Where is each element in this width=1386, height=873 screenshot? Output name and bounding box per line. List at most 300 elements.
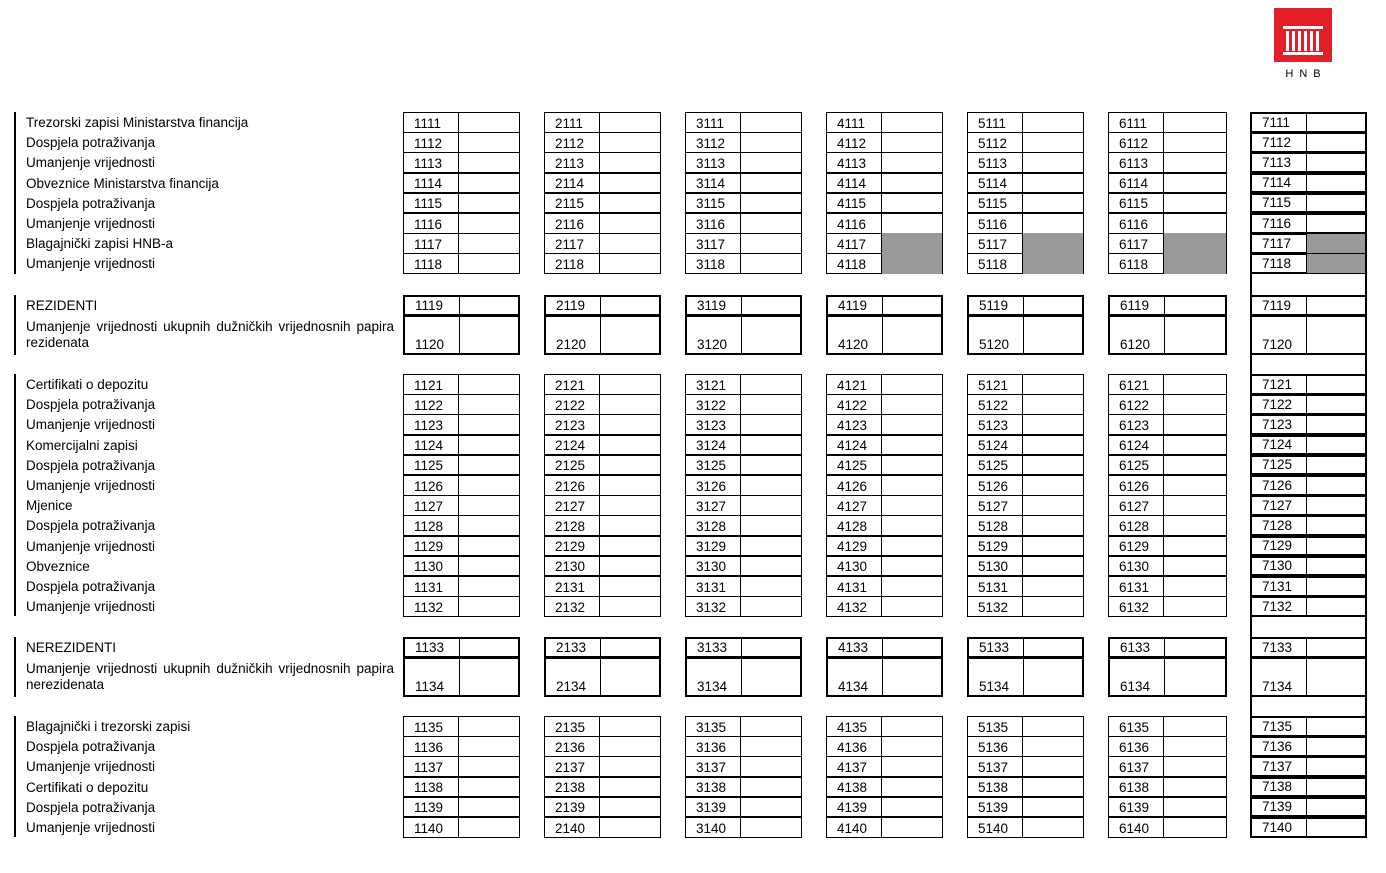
value-input-cell[interactable]	[881, 112, 942, 133]
row-code: 5120	[979, 337, 1010, 353]
value-input-cell[interactable]	[1163, 173, 1226, 194]
value-input-cell[interactable]	[741, 296, 800, 315]
code-cell	[1250, 455, 1367, 476]
value-input-cell[interactable]	[1022, 394, 1083, 415]
value-input-cell[interactable]	[741, 316, 800, 354]
value-input-cell[interactable]	[1163, 736, 1226, 757]
value-input-cell[interactable]	[599, 152, 660, 173]
value-input-cell[interactable]	[1163, 817, 1226, 838]
value-input-cell[interactable]	[881, 515, 942, 536]
row-code: 1123	[414, 418, 444, 434]
value-input-cell[interactable]	[458, 112, 519, 133]
value-input-cell[interactable]	[740, 797, 801, 818]
code-cell	[826, 596, 943, 617]
value-input-cell[interactable]	[599, 495, 660, 516]
value-input-cell[interactable]	[458, 173, 519, 194]
value-input-cell[interactable]	[1163, 716, 1226, 737]
code-cell	[1250, 576, 1367, 597]
value-input-cell[interactable]	[1163, 777, 1226, 798]
value-input-cell[interactable]	[458, 576, 519, 597]
value-input-cell[interactable]	[600, 638, 659, 657]
code-cell	[544, 374, 661, 395]
row-code: 7135	[1262, 718, 1293, 734]
value-input-cell[interactable]	[740, 374, 801, 395]
row-code: 2121	[555, 377, 586, 393]
row-code: 3124	[696, 438, 727, 454]
value-input-cell[interactable]	[740, 576, 801, 597]
value-input-cell[interactable]	[740, 475, 801, 496]
value-input-cell[interactable]	[1022, 556, 1083, 577]
row-code: 4136	[837, 739, 868, 755]
value-input-cell[interactable]	[881, 777, 942, 798]
value-input-cell[interactable]	[1163, 213, 1226, 234]
disabled-value-cell	[881, 253, 942, 274]
row-code: 5132	[978, 599, 1009, 615]
value-input-cell[interactable]	[458, 193, 519, 214]
value-input-cell[interactable]	[1306, 597, 1365, 616]
value-input-cell[interactable]	[1022, 756, 1083, 777]
value-input-cell[interactable]	[458, 132, 519, 153]
value-input-cell[interactable]	[740, 213, 801, 234]
value-input-cell[interactable]	[599, 817, 660, 838]
value-input-cell[interactable]	[1306, 375, 1365, 394]
value-input-cell[interactable]	[1022, 536, 1083, 557]
value-input-cell[interactable]	[458, 152, 519, 173]
value-input-cell[interactable]	[1306, 456, 1365, 475]
value-input-cell[interactable]	[1022, 777, 1083, 798]
value-input-cell[interactable]	[1022, 515, 1083, 536]
code-cell	[1250, 253, 1367, 274]
code-cell	[403, 132, 520, 153]
code-cell	[1108, 213, 1227, 234]
row-code: 2112	[555, 135, 585, 151]
value-input-cell[interactable]	[599, 435, 660, 456]
value-input-cell[interactable]	[458, 213, 519, 234]
row-code: 2137	[555, 760, 586, 776]
value-input-cell[interactable]	[740, 253, 801, 274]
value-input-cell[interactable]	[458, 536, 519, 557]
row-code: 1140	[414, 820, 444, 836]
value-input-cell[interactable]	[741, 638, 800, 657]
value-input-cell[interactable]	[740, 233, 801, 254]
code-cell	[544, 716, 661, 737]
value-input-cell[interactable]	[599, 556, 660, 577]
value-input-cell[interactable]	[1163, 435, 1226, 456]
value-input-cell[interactable]	[1306, 194, 1365, 213]
value-input-cell[interactable]	[881, 152, 942, 173]
value-input-cell[interactable]	[881, 193, 942, 214]
value-input-cell[interactable]	[458, 455, 519, 476]
code-cell	[544, 435, 661, 456]
value-input-cell[interactable]	[881, 556, 942, 577]
value-input-cell[interactable]	[458, 475, 519, 496]
value-input-cell[interactable]	[1163, 596, 1226, 617]
value-input-cell[interactable]	[1023, 658, 1082, 696]
row-code: 1117	[414, 236, 443, 252]
row-code: 7127	[1262, 497, 1293, 513]
value-input-cell[interactable]	[1163, 132, 1226, 153]
code-cell	[403, 435, 520, 456]
value-input-cell[interactable]	[881, 536, 942, 557]
value-input-cell[interactable]	[1164, 296, 1225, 315]
value-input-cell[interactable]	[1306, 174, 1365, 193]
value-input-cell[interactable]	[1022, 817, 1083, 838]
value-input-cell[interactable]	[740, 515, 801, 536]
value-input-cell[interactable]	[599, 173, 660, 194]
value-input-cell[interactable]	[459, 638, 518, 657]
value-input-cell[interactable]	[1163, 475, 1226, 496]
value-input-cell[interactable]	[881, 797, 942, 818]
value-input-cell[interactable]	[881, 394, 942, 415]
value-input-cell[interactable]	[881, 455, 942, 476]
value-input-cell[interactable]	[881, 596, 942, 617]
code-cell	[544, 394, 661, 415]
value-input-cell[interactable]	[740, 394, 801, 415]
code-cell	[967, 435, 1084, 456]
row-code: 5127	[978, 498, 1009, 514]
value-input-cell[interactable]	[740, 414, 801, 435]
value-input-cell[interactable]	[1022, 495, 1083, 516]
value-input-cell[interactable]	[1022, 475, 1083, 496]
row-code: 6120	[1120, 337, 1151, 353]
code-cell	[1250, 173, 1367, 194]
value-input-cell[interactable]	[740, 435, 801, 456]
value-input-cell[interactable]	[599, 716, 660, 737]
value-input-cell[interactable]	[458, 797, 519, 818]
value-input-cell[interactable]	[740, 777, 801, 798]
value-input-cell[interactable]	[1306, 133, 1365, 152]
code-cell	[544, 233, 661, 254]
hnb-logo	[1274, 8, 1332, 80]
value-input-cell[interactable]	[1306, 577, 1365, 596]
row-code: 5122	[978, 397, 1009, 413]
value-input-cell[interactable]	[1022, 596, 1083, 617]
code-cell	[1250, 817, 1367, 838]
value-input-cell[interactable]	[1163, 414, 1226, 435]
value-input-cell[interactable]	[600, 316, 659, 354]
value-input-cell[interactable]	[1306, 658, 1365, 696]
value-input-cell[interactable]	[881, 817, 942, 838]
code-cell	[403, 253, 520, 274]
code-cell	[826, 152, 943, 173]
value-input-cell[interactable]	[1306, 496, 1365, 515]
value-input-cell[interactable]	[458, 394, 519, 415]
value-input-cell[interactable]	[599, 777, 660, 798]
value-input-cell[interactable]	[458, 233, 519, 254]
row-code: 2128	[555, 519, 586, 535]
value-input-cell[interactable]	[1022, 193, 1083, 214]
code-cell	[1250, 315, 1367, 355]
value-input-cell[interactable]	[881, 132, 942, 153]
value-input-cell[interactable]	[458, 515, 519, 536]
value-input-cell[interactable]	[1022, 435, 1083, 456]
value-input-cell[interactable]	[881, 435, 942, 456]
value-input-cell[interactable]	[458, 495, 519, 516]
value-input-cell[interactable]	[882, 658, 941, 696]
value-input-cell[interactable]	[1022, 112, 1083, 133]
value-input-cell[interactable]	[1163, 193, 1226, 214]
value-input-cell[interactable]	[599, 233, 660, 254]
section-left-rule	[14, 295, 16, 355]
value-input-cell[interactable]	[740, 536, 801, 557]
value-input-cell[interactable]	[1306, 516, 1365, 535]
value-input-cell[interactable]	[1306, 395, 1365, 414]
value-input-cell[interactable]	[740, 132, 801, 153]
value-input-cell[interactable]	[740, 716, 801, 737]
row-code: 6122	[1119, 397, 1150, 413]
value-input-cell[interactable]	[458, 435, 519, 456]
row-code: 5124	[978, 438, 1009, 454]
code-cell	[967, 253, 1084, 274]
row-code: 6139	[1119, 800, 1150, 816]
value-input-cell[interactable]	[1023, 296, 1082, 315]
value-input-cell[interactable]	[1163, 394, 1226, 415]
value-input-cell[interactable]	[740, 596, 801, 617]
value-input-cell[interactable]	[458, 374, 519, 395]
code-cell	[685, 777, 802, 798]
value-input-cell[interactable]	[459, 296, 518, 315]
value-input-cell[interactable]	[740, 736, 801, 757]
value-input-cell[interactable]	[1163, 374, 1226, 395]
value-input-cell[interactable]	[1306, 737, 1365, 756]
row-code: 2119	[556, 297, 586, 313]
code-cell	[967, 536, 1084, 557]
value-input-cell[interactable]	[1023, 638, 1082, 657]
value-input-cell[interactable]	[1306, 316, 1365, 354]
value-input-cell[interactable]	[599, 213, 660, 234]
row-code: 7116	[1262, 215, 1292, 231]
value-input-cell[interactable]	[1022, 132, 1083, 153]
row-code: 6123	[1119, 418, 1150, 434]
value-input-cell[interactable]	[1164, 658, 1225, 696]
value-input-cell[interactable]	[1306, 476, 1365, 495]
value-input-cell[interactable]	[1163, 756, 1226, 777]
value-input-cell[interactable]	[599, 596, 660, 617]
row-code: 5139	[978, 800, 1009, 816]
row-code: 1125	[414, 458, 444, 474]
code-cell	[1108, 536, 1227, 557]
row-code: 6114	[1119, 176, 1149, 192]
code-cell	[544, 295, 661, 316]
code-cell	[403, 394, 520, 415]
row-code: 6132	[1119, 599, 1150, 615]
value-input-cell[interactable]	[1306, 717, 1365, 736]
value-input-cell[interactable]	[459, 316, 518, 354]
value-input-cell[interactable]	[1306, 113, 1365, 132]
value-input-cell[interactable]	[1022, 152, 1083, 173]
value-input-cell[interactable]	[740, 455, 801, 476]
row-code: 1127	[414, 498, 444, 514]
value-input-cell[interactable]	[458, 716, 519, 737]
row-code: 4121	[837, 377, 868, 393]
value-input-cell[interactable]	[599, 515, 660, 536]
section-left-rule	[14, 716, 16, 837]
value-input-cell[interactable]	[599, 455, 660, 476]
value-input-cell[interactable]	[458, 817, 519, 838]
value-input-cell[interactable]	[599, 475, 660, 496]
value-input-cell[interactable]	[1164, 638, 1225, 657]
value-input-cell[interactable]	[881, 756, 942, 777]
code-cell	[1250, 112, 1367, 133]
value-input-cell[interactable]	[1306, 415, 1365, 434]
value-input-cell[interactable]	[882, 316, 941, 354]
value-input-cell[interactable]	[882, 296, 941, 315]
row-code: 4126	[837, 478, 868, 494]
code-cell	[967, 315, 1084, 355]
row-code: 6124	[1119, 438, 1150, 454]
row-code: 7132	[1262, 598, 1293, 614]
code-cell	[826, 797, 943, 818]
value-input-cell[interactable]	[458, 756, 519, 777]
value-input-cell[interactable]	[599, 536, 660, 557]
value-input-cell[interactable]	[1306, 798, 1365, 817]
row-code: 3128	[696, 519, 727, 535]
value-input-cell[interactable]	[881, 736, 942, 757]
value-input-cell[interactable]	[1023, 316, 1082, 354]
code-cell	[403, 515, 520, 536]
code-cell	[544, 495, 661, 516]
value-input-cell[interactable]	[1163, 556, 1226, 577]
code-cell	[1108, 657, 1227, 697]
value-input-cell[interactable]	[1163, 152, 1226, 173]
value-input-cell[interactable]	[1022, 576, 1083, 597]
value-input-cell[interactable]	[1022, 797, 1083, 818]
value-input-cell[interactable]	[881, 213, 942, 234]
value-input-cell[interactable]	[599, 112, 660, 133]
code-cell	[544, 193, 661, 214]
row-code: 1132	[414, 599, 444, 615]
row-code: 1134	[415, 679, 445, 695]
value-input-cell[interactable]	[599, 576, 660, 597]
value-input-cell[interactable]	[882, 638, 941, 657]
value-input-cell[interactable]	[599, 414, 660, 435]
value-input-cell[interactable]	[740, 556, 801, 577]
row-code: 2125	[555, 458, 586, 474]
value-input-cell[interactable]	[458, 596, 519, 617]
value-input-cell[interactable]	[1306, 214, 1365, 233]
value-input-cell[interactable]	[740, 112, 801, 133]
value-input-cell[interactable]	[1306, 153, 1365, 172]
code-cell	[685, 817, 802, 838]
row-code: 7136	[1262, 738, 1293, 754]
row-code: 1120	[415, 337, 445, 353]
row-code: 6117	[1119, 236, 1149, 252]
row-code: 3137	[696, 760, 727, 776]
code-cell	[1250, 556, 1367, 577]
value-input-cell[interactable]	[1306, 778, 1365, 797]
value-input-cell[interactable]	[1163, 797, 1226, 818]
value-input-cell[interactable]	[599, 797, 660, 818]
value-input-cell[interactable]	[881, 576, 942, 597]
value-input-cell[interactable]	[1306, 436, 1365, 455]
value-input-cell[interactable]	[740, 193, 801, 214]
value-input-cell[interactable]	[881, 374, 942, 395]
value-input-cell[interactable]	[1022, 213, 1083, 234]
value-input-cell[interactable]	[1163, 536, 1226, 557]
value-input-cell[interactable]	[599, 736, 660, 757]
value-input-cell[interactable]	[881, 414, 942, 435]
value-input-cell[interactable]	[1022, 374, 1083, 395]
value-input-cell[interactable]	[1022, 173, 1083, 194]
value-input-cell[interactable]	[458, 736, 519, 757]
value-input-cell[interactable]	[1306, 296, 1365, 315]
code-cell	[967, 152, 1084, 173]
value-input-cell[interactable]	[881, 495, 942, 516]
code-cell	[403, 193, 520, 214]
value-input-cell[interactable]	[599, 132, 660, 153]
row-code: 1129	[414, 539, 444, 555]
row-code: 7113	[1262, 155, 1292, 171]
value-input-cell[interactable]	[599, 756, 660, 777]
value-input-cell[interactable]	[458, 253, 519, 274]
value-input-cell[interactable]	[599, 394, 660, 415]
value-input-cell[interactable]	[1022, 716, 1083, 737]
value-input-cell[interactable]	[458, 414, 519, 435]
value-input-cell[interactable]	[740, 817, 801, 838]
code-cell	[826, 112, 943, 133]
code-cell	[1250, 736, 1367, 757]
value-input-cell[interactable]	[1022, 736, 1083, 757]
value-input-cell[interactable]	[1163, 515, 1226, 536]
value-input-cell[interactable]	[599, 253, 660, 274]
value-input-cell[interactable]	[881, 716, 942, 737]
value-input-cell[interactable]	[881, 475, 942, 496]
value-input-cell[interactable]	[600, 658, 659, 696]
value-input-cell[interactable]	[1163, 495, 1226, 516]
value-input-cell[interactable]	[599, 374, 660, 395]
code-cell	[544, 455, 661, 476]
value-input-cell[interactable]	[1306, 537, 1365, 556]
value-input-cell[interactable]	[600, 296, 659, 315]
row-code: 1119	[415, 297, 444, 313]
row-code: 6135	[1119, 719, 1150, 735]
value-input-cell[interactable]	[881, 173, 942, 194]
value-input-cell[interactable]	[1306, 818, 1365, 837]
code-cell	[544, 637, 661, 658]
row-code: 7114	[1262, 175, 1292, 191]
value-input-cell[interactable]	[1022, 455, 1083, 476]
value-input-cell[interactable]	[599, 193, 660, 214]
value-input-cell[interactable]	[741, 658, 800, 696]
code-cell	[1250, 797, 1367, 818]
value-input-cell[interactable]	[1163, 112, 1226, 133]
row-code: 5133	[979, 639, 1010, 655]
value-input-cell[interactable]	[1306, 757, 1365, 776]
value-input-cell[interactable]	[740, 495, 801, 516]
code-cell	[685, 556, 802, 577]
code-cell	[1250, 637, 1367, 658]
value-input-cell[interactable]	[1163, 455, 1226, 476]
row-code: 7133	[1262, 639, 1293, 655]
row-label: Umanjenje vrijednosti	[26, 155, 156, 171]
value-input-cell[interactable]	[1306, 638, 1365, 657]
row-code: 1126	[414, 478, 444, 494]
value-input-cell[interactable]	[1164, 316, 1225, 354]
value-input-cell[interactable]	[458, 777, 519, 798]
value-input-cell[interactable]	[1306, 557, 1365, 576]
value-input-cell[interactable]	[459, 658, 518, 696]
code-cell	[1108, 374, 1227, 395]
value-input-cell[interactable]	[1022, 414, 1083, 435]
value-input-cell[interactable]	[1163, 576, 1226, 597]
row-code: 1118	[414, 257, 443, 273]
code-cell	[544, 253, 661, 274]
value-input-cell[interactable]	[458, 556, 519, 577]
value-input-cell[interactable]	[740, 152, 801, 173]
value-input-cell[interactable]	[740, 173, 801, 194]
code-cell	[1108, 193, 1227, 214]
value-input-cell[interactable]	[740, 756, 801, 777]
